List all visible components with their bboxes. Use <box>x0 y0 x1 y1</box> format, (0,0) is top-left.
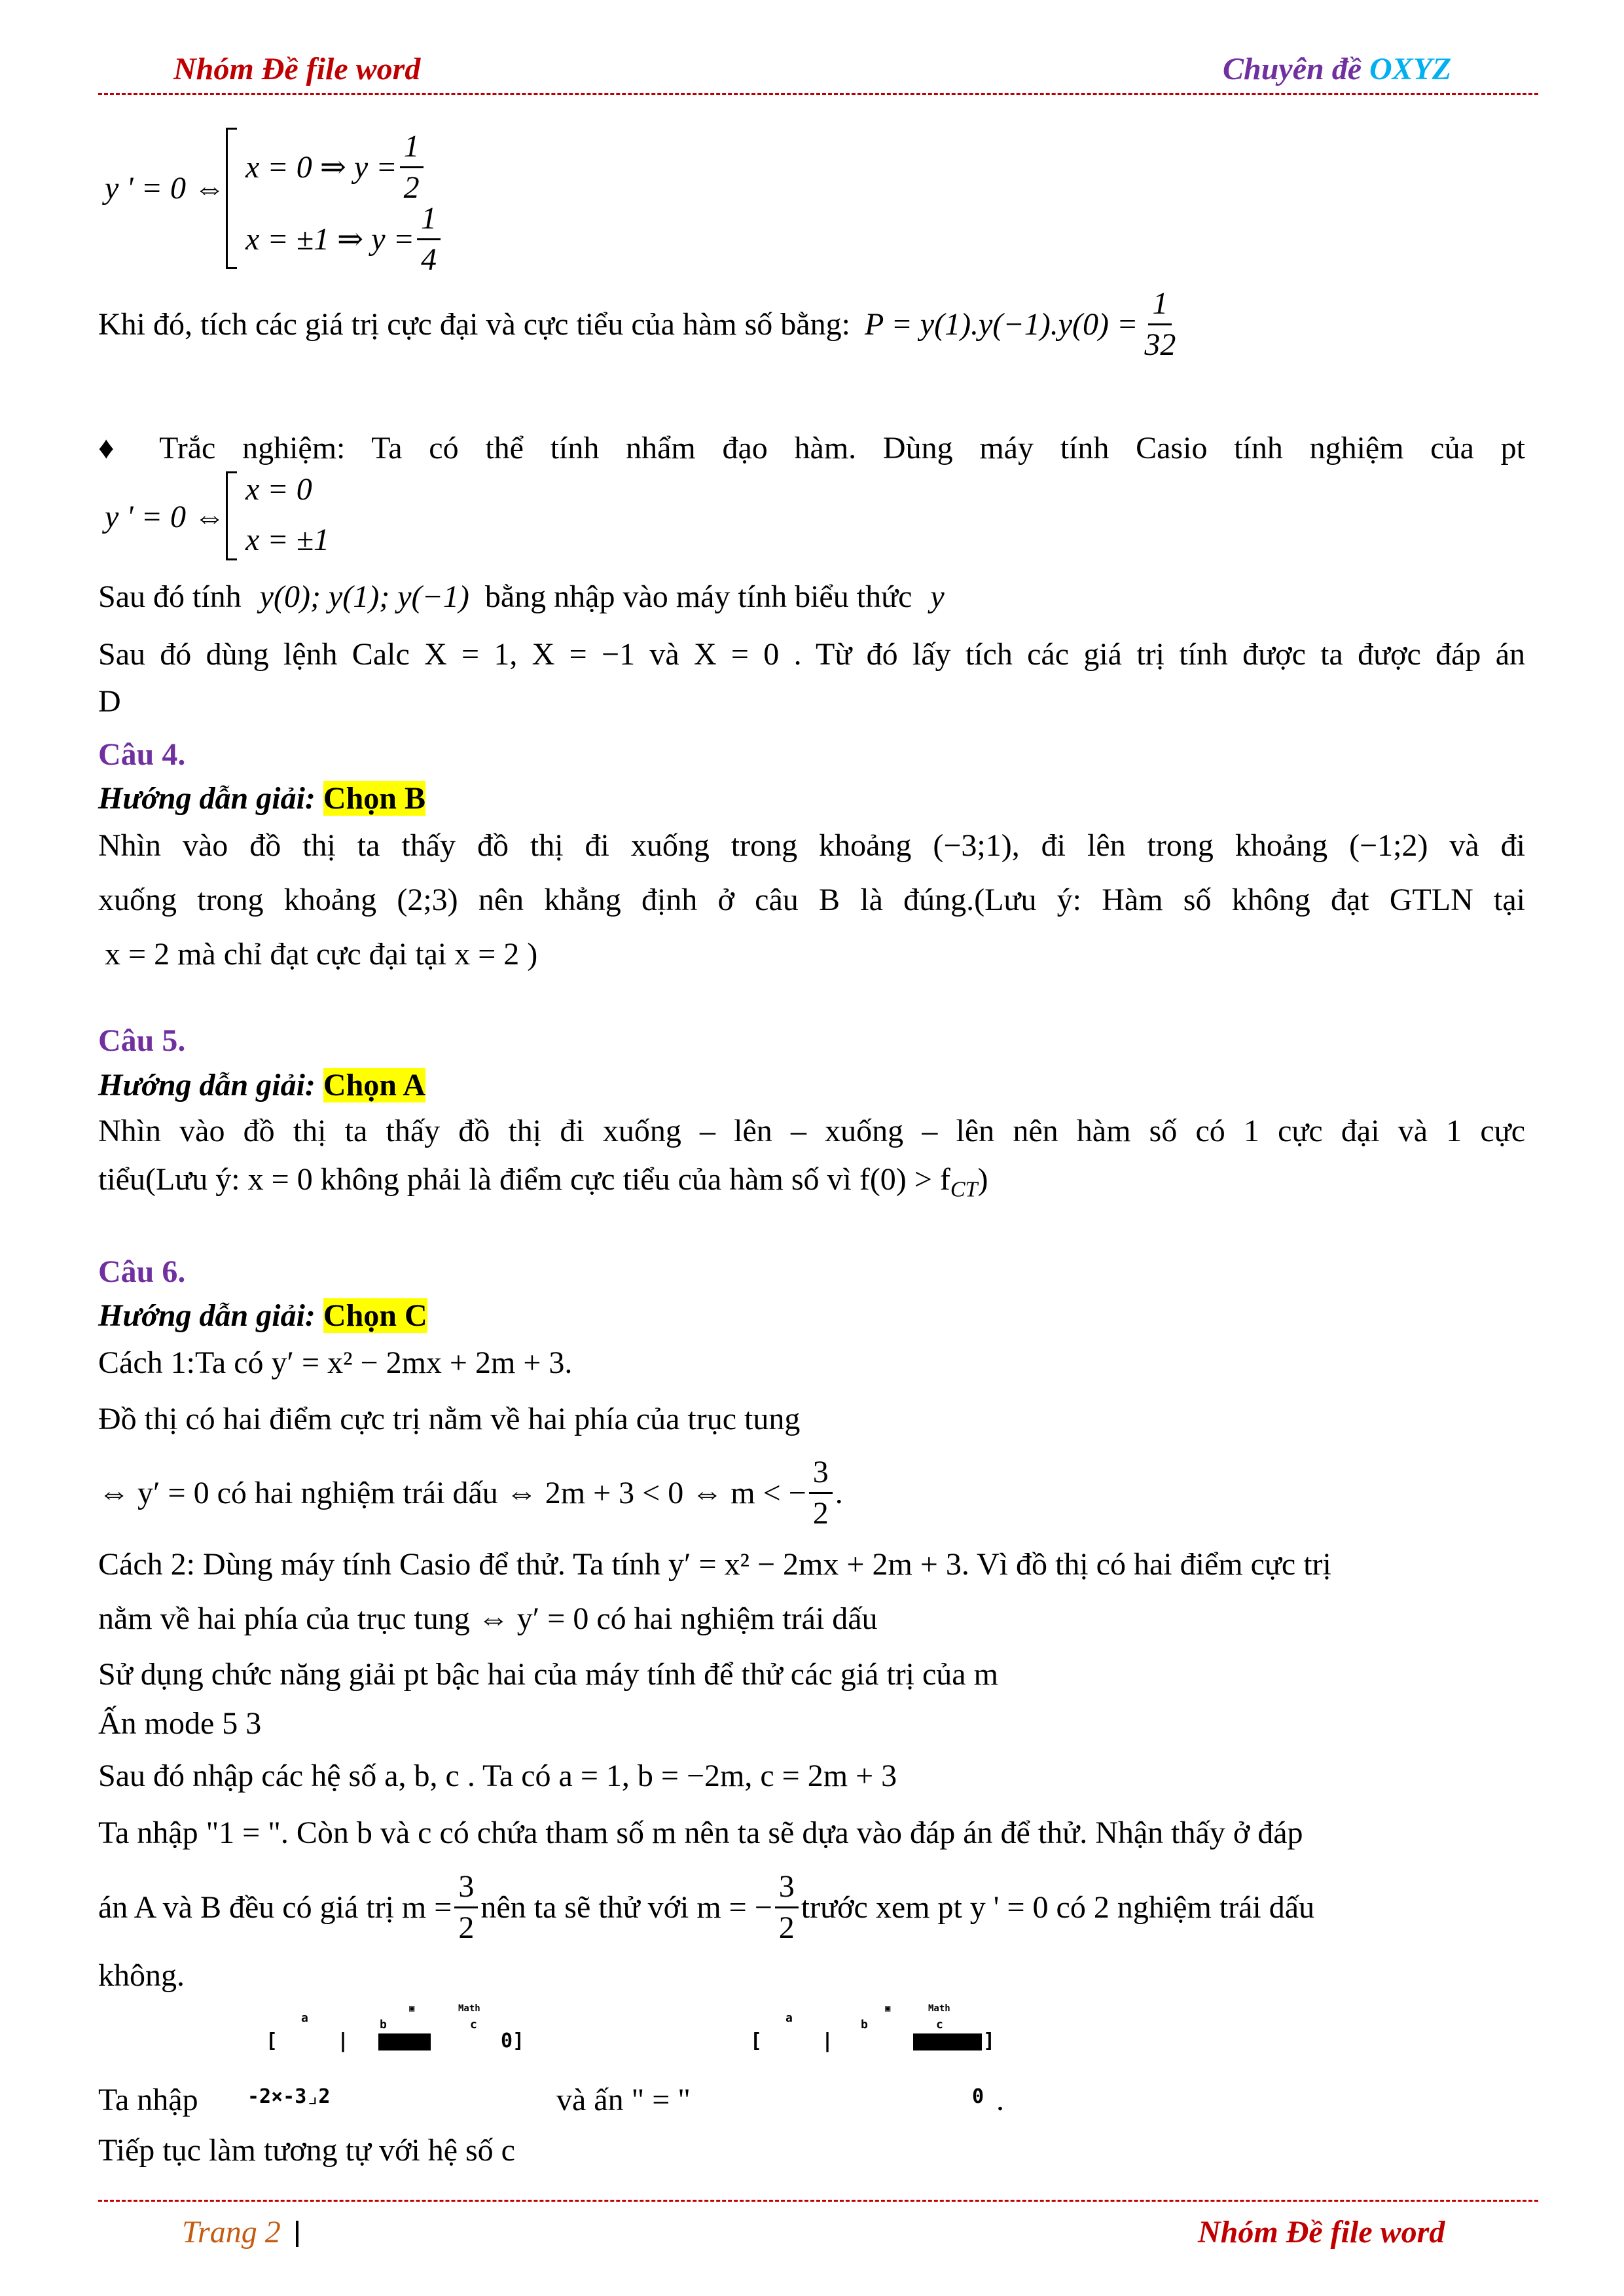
cau5-p2 <box>98 1160 988 1210</box>
cau5-p2-sub: CT <box>950 1177 978 1202</box>
calculator-screen-2 <box>746 2003 1021 2056</box>
top-case2-frac <box>417 203 441 276</box>
tracnghiem-case2: x = ±1 <box>245 522 330 557</box>
separator: | <box>821 2030 834 2052</box>
footer-page: Trang 2 <box>182 2215 281 2250</box>
cau6-c6: Sử dụng chức năng giải pt bậc hai của máy tính để thử các giá trị của m <box>98 1657 998 1692</box>
header-right-prefix: Chuyên đề <box>1223 52 1370 86</box>
coef-a-label: a <box>301 2011 308 2025</box>
guide-label: Hướng dẫn giải: <box>98 1068 316 1102</box>
tracnghiem-lhs: y ' = 0 ⇔ <box>105 500 225 534</box>
coef-c-value: 0] <box>501 2030 525 2052</box>
cau6-c1: Cách 1:Ta có y′ = x² − 2mx + 2m + 3. <box>98 1345 573 1380</box>
coef-c-label: c <box>470 2018 477 2032</box>
separator: | <box>337 2030 350 2052</box>
c10-b: nên ta sẽ thử với m = − <box>480 1889 772 1925</box>
cau6-c2: Đồ thị có hai điểm cực trị nằm về hai phía của trục tung <box>98 1402 801 1436</box>
cau5-p2-text: tiểu(Lưu ý: x = 0 không phải là điểm cực tiểu của hàm số vì f(0) > f <box>98 1162 950 1197</box>
cau4-p2: xuống trong khoảng (2;3) nên khẳng định ở câu B là đúng.(Lưu ý: Hàm số không đạt GTLN tại <box>98 883 1525 917</box>
cau5-title: Câu 5. <box>98 1023 186 1058</box>
cau6-c11: không. <box>98 1958 185 1993</box>
math-indicator: Math <box>928 2003 950 2014</box>
line2-var: y <box>930 579 945 614</box>
choose-label: Chọn <box>323 1298 397 1333</box>
bracket-open: [ <box>266 2030 278 2052</box>
answer-highlight <box>323 1068 425 1102</box>
cau6-c10 <box>98 1871 1314 1944</box>
c10-frac1 <box>454 1871 478 1944</box>
answer-highlight <box>323 1298 427 1333</box>
frac-num: 1 <box>417 203 441 240</box>
tracnghiem-line4: D <box>98 684 121 719</box>
header-right <box>1223 51 1451 87</box>
header-divider <box>98 93 1538 95</box>
cau4-guide <box>98 780 425 816</box>
frac-den: 2 <box>778 1910 795 1945</box>
frac-den: 2 <box>812 1496 829 1531</box>
cau6-c12-end: . <box>996 2083 1004 2117</box>
cau6-c12a: Ta nhập <box>98 2083 198 2117</box>
tracnghiem-line2 <box>98 577 945 617</box>
tracnghiem-case1: x = 0 <box>245 472 312 507</box>
cau6-guide <box>98 1298 427 1334</box>
footer-divider <box>98 2200 1538 2202</box>
cau5-p1: Nhìn vào đồ thị ta thấy đồ thị đi xuống – lên – xuống – lên nên hàm số có 1 cực đại và 1 cực <box>98 1114 1525 1148</box>
c10-frac2 <box>775 1871 799 1944</box>
c3-left: ⇔ y′ = 0 có hai nghiệm trái dấu ⇔ 2m + 3 < 0 ⇔ m < − <box>98 1475 806 1510</box>
top-case2-left: x = ±1 ⇒ y = <box>245 221 414 257</box>
tracnghiem-line3: Sau đó dùng lệnh Calc X = 1, X = −1 và X = 0 . Từ đó lấy tích các giá trị tính được ta được đáp án <box>98 637 1525 672</box>
footer-separator <box>296 2221 298 2247</box>
cau6-c9: Ta nhập "1 = ". Còn b và c có chứa tham số m nên ta sẽ dựa vào đáp án để thử. Nhận thấy ở đáp <box>98 1815 1303 1850</box>
bracket-open: [ <box>750 2030 763 2052</box>
tracnghiem-line1: ♦ Trắc nghiệm: Ta có thể tính nhẩm đạo hàm. Dùng máy tính Casio tính nghiệm của pt <box>98 431 1525 465</box>
choose-label: Chọn <box>323 781 397 816</box>
frac-den: 4 <box>420 242 437 277</box>
product-text: Khi đó, tích các giá trị cực đại và cực tiểu của hàm số bằng: <box>98 306 850 342</box>
math-indicator: Math <box>458 2003 480 2014</box>
frac-den: 2 <box>403 170 420 205</box>
answer-letter: B <box>404 781 425 816</box>
calc-input: -2×-3⌟2 <box>247 2085 331 2108</box>
top-bracket <box>226 128 237 269</box>
cau5-guide <box>98 1067 425 1103</box>
shift-indicator: ▣ <box>409 2003 415 2014</box>
c3-end: . <box>835 1475 843 1510</box>
cau6-c7: Ấn mode 5 3 <box>98 1706 262 1741</box>
calc-result-zero: 0 <box>972 2085 984 2108</box>
coef-c-label: c <box>936 2018 943 2032</box>
frac-den: 2 <box>458 1910 475 1945</box>
answer-letter: C <box>404 1298 427 1333</box>
header-left: Nhóm Đề file word <box>173 52 421 86</box>
frac-num: 3 <box>775 1871 799 1908</box>
bracket-close: ] <box>983 2030 996 2052</box>
answer-letter: A <box>403 1068 425 1102</box>
product-line <box>98 288 1182 361</box>
frac-num: 1 <box>1148 288 1172 325</box>
cau4-p3: x = 2 mà chỉ đạt cực đại tại x = 2 ) <box>105 937 538 972</box>
coef-b-label: b <box>861 2018 868 2032</box>
choose-label: Chọn <box>323 1068 397 1102</box>
product-formula: P = y(1).y(−1).y(0) = <box>864 306 1138 342</box>
cau6-c5: nằm về hai phía của trục tung ⇔ y′ = 0 có hai nghiệm trái dấu <box>98 1601 878 1636</box>
answer-highlight <box>323 781 425 816</box>
cau6-title: Câu 6. <box>98 1254 186 1289</box>
cau6-c12b: và ấn " = " <box>556 2083 691 2117</box>
c10-c: trước xem pt y ' = 0 có 2 nghiệm trái dấu <box>801 1889 1315 1925</box>
tracnghiem-bracket <box>226 471 237 560</box>
top-case2 <box>245 203 443 276</box>
shift-indicator: ▣ <box>885 2003 891 2014</box>
cursor-block <box>378 2033 431 2050</box>
footer-right: Nhóm Đề file word <box>1198 2215 1445 2250</box>
guide-label: Hướng dẫn giải: <box>98 1298 316 1333</box>
cau6-c4: Cách 2: Dùng máy tính Casio để thử. Ta tính y′ = x² − 2mx + 2m + 3. Vì đồ thị có hai điểm cực trị <box>98 1547 1331 1582</box>
line2-formula: y(0); y(1); y(−1) <box>259 579 469 614</box>
top-case1 <box>245 131 426 204</box>
cau4-p1: Nhìn vào đồ thị ta thấy đồ thị đi xuống trong khoảng (−3;1), đi lên trong khoảng (−1;2) và đi <box>98 828 1525 863</box>
cau6-c13: Tiếp tục làm tương tự với hệ số c <box>98 2133 515 2168</box>
c10-a: án A và B đều có giá trị m = <box>98 1889 452 1925</box>
frac-num: 3 <box>809 1457 833 1494</box>
cau5-p2-end: ) <box>977 1162 988 1197</box>
line2-rest: bằng nhập vào máy tính biểu thức <box>484 579 912 614</box>
cau4-title: Câu 4. <box>98 737 186 772</box>
c3-frac <box>809 1457 833 1529</box>
coef-b-label: b <box>380 2018 387 2032</box>
top-lhs: y ' = 0 ⇔ <box>105 171 225 206</box>
top-case1-frac <box>400 131 424 204</box>
coef-a-label: a <box>785 2011 793 2025</box>
guide-label: Hướng dẫn giải: <box>98 781 316 816</box>
cau6-c3 <box>98 1457 843 1529</box>
line2-text: Sau đó tính <box>98 579 242 614</box>
header-right-topic: OXYZ <box>1369 52 1452 86</box>
calculator-screen-1 <box>262 2003 537 2056</box>
top-case1-left: x = 0 ⇒ y = <box>245 149 397 185</box>
frac-num: 1 <box>400 131 424 168</box>
cursor-block <box>913 2033 982 2050</box>
frac-num: 3 <box>454 1871 478 1908</box>
product-frac <box>1140 288 1180 361</box>
frac-den: 32 <box>1144 327 1176 362</box>
cau6-c8: Sau đó nhập các hệ số a, b, c . Ta có a = 1, b = −2m, c = 2m + 3 <box>98 1758 897 1793</box>
